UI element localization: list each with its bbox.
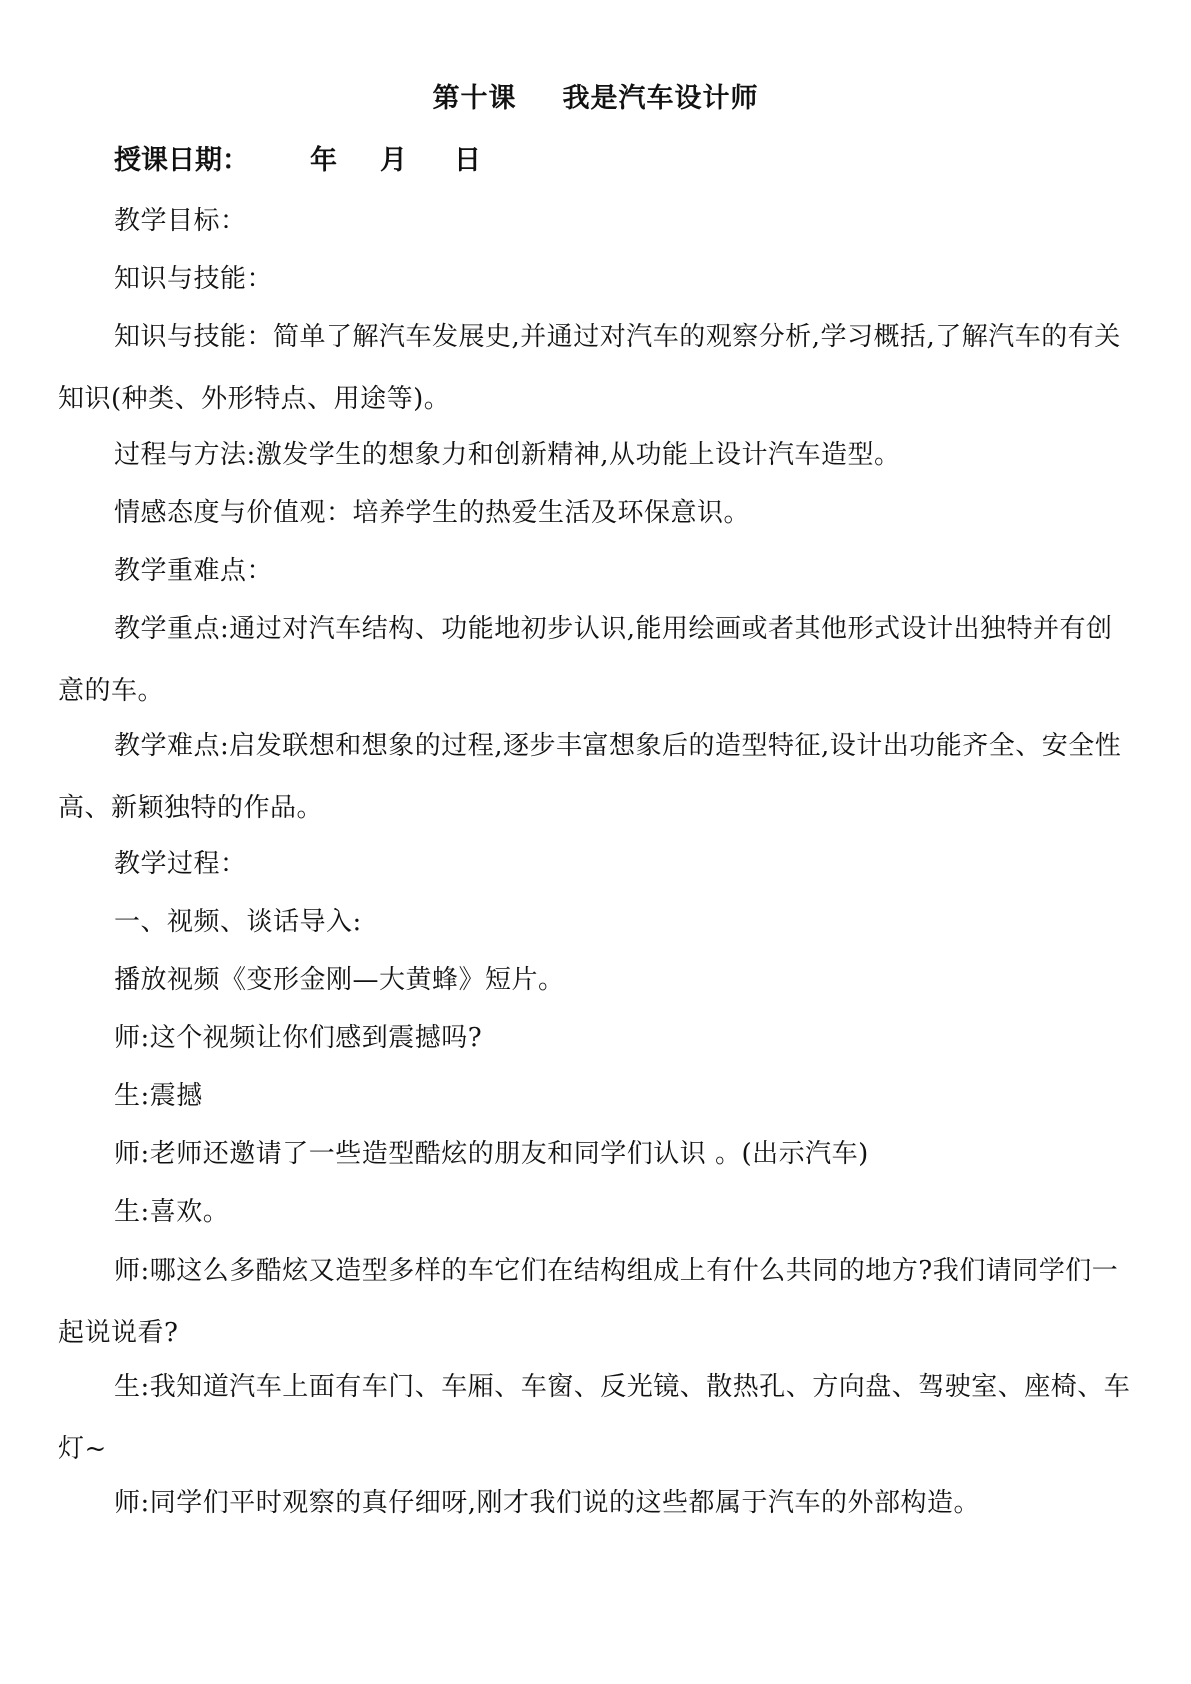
lesson-date-line — [114, 138, 481, 177]
date-month: 月 — [380, 145, 407, 176]
paragraph-teaching-goals: 教学目标： — [114, 206, 247, 236]
paragraph-key-point: 教学重点:通过对汽车结构、功能地初步认识,能用绘画或者其他形式设计出独特并有创意的车。 — [58, 614, 1113, 706]
lesson-number: 第十课 — [432, 83, 517, 114]
paragraph-student-3: 生:我知道汽车上面有车门、车厢、车窗、反光镜、散热孔、方向盘、驾驶室、座椅、车灯~ — [58, 1372, 1131, 1464]
paragraph-key-difficult-heading: 教学重难点： — [114, 556, 274, 586]
paragraph-play-video: 播放视频《变形金刚—大黄蜂》短片。 — [114, 965, 565, 995]
paragraph-knowledge-skills: 知识与技能：简单了解汽车发展史,并通过对汽车的观察分析,学习概括,了解汽车的有关知识(种类、外形特点、用途等)。 — [58, 322, 1121, 414]
paragraph-teacher-2: 师:老师还邀请了一些造型酷炫的朋友和同学们认识 。(出示汽车) — [114, 1139, 869, 1169]
paragraph-student-2: 生:喜欢。 — [114, 1197, 230, 1227]
paragraph-emotion-values: 情感态度与价值观：培养学生的热爱生活及环保意识。 — [114, 498, 751, 528]
paragraph-teacher-1: 师:这个视频让你们感到震撼吗? — [114, 1023, 483, 1053]
paragraph-teacher-4: 师:同学们平时观察的真仔细呀,刚才我们说的这些都属于汽车的外部构造。 — [114, 1488, 981, 1518]
paragraph-teacher-3: 师:哪这么多酷炫又造型多样的车它们在结构组成上有什么共同的地方?我们请同学们一起说说看? — [58, 1256, 1119, 1348]
paragraph-process-heading: 教学过程： — [114, 849, 247, 879]
lesson-title — [0, 76, 1191, 115]
paragraph-student-1: 生:震撼 — [114, 1081, 203, 1111]
paragraph-process-method: 过程与方法:激发学生的想象力和创新精神,从功能上设计汽车造型。 — [114, 440, 901, 470]
lesson-name: 我是汽车设计师 — [562, 83, 759, 114]
date-year: 年 — [310, 145, 337, 176]
paragraph-section-one: 一、视频、谈话导入: — [114, 907, 362, 937]
paragraph-difficult-point: 教学难点:启发联想和想象的过程,逐步丰富想象后的造型特征,设计出功能齐全、安全性高、新颖独特的作品。 — [58, 731, 1122, 823]
paragraph-knowledge-skills-heading: 知识与技能： — [114, 264, 274, 294]
date-day: 日 — [454, 145, 481, 176]
date-label: 授课日期： — [114, 145, 249, 176]
